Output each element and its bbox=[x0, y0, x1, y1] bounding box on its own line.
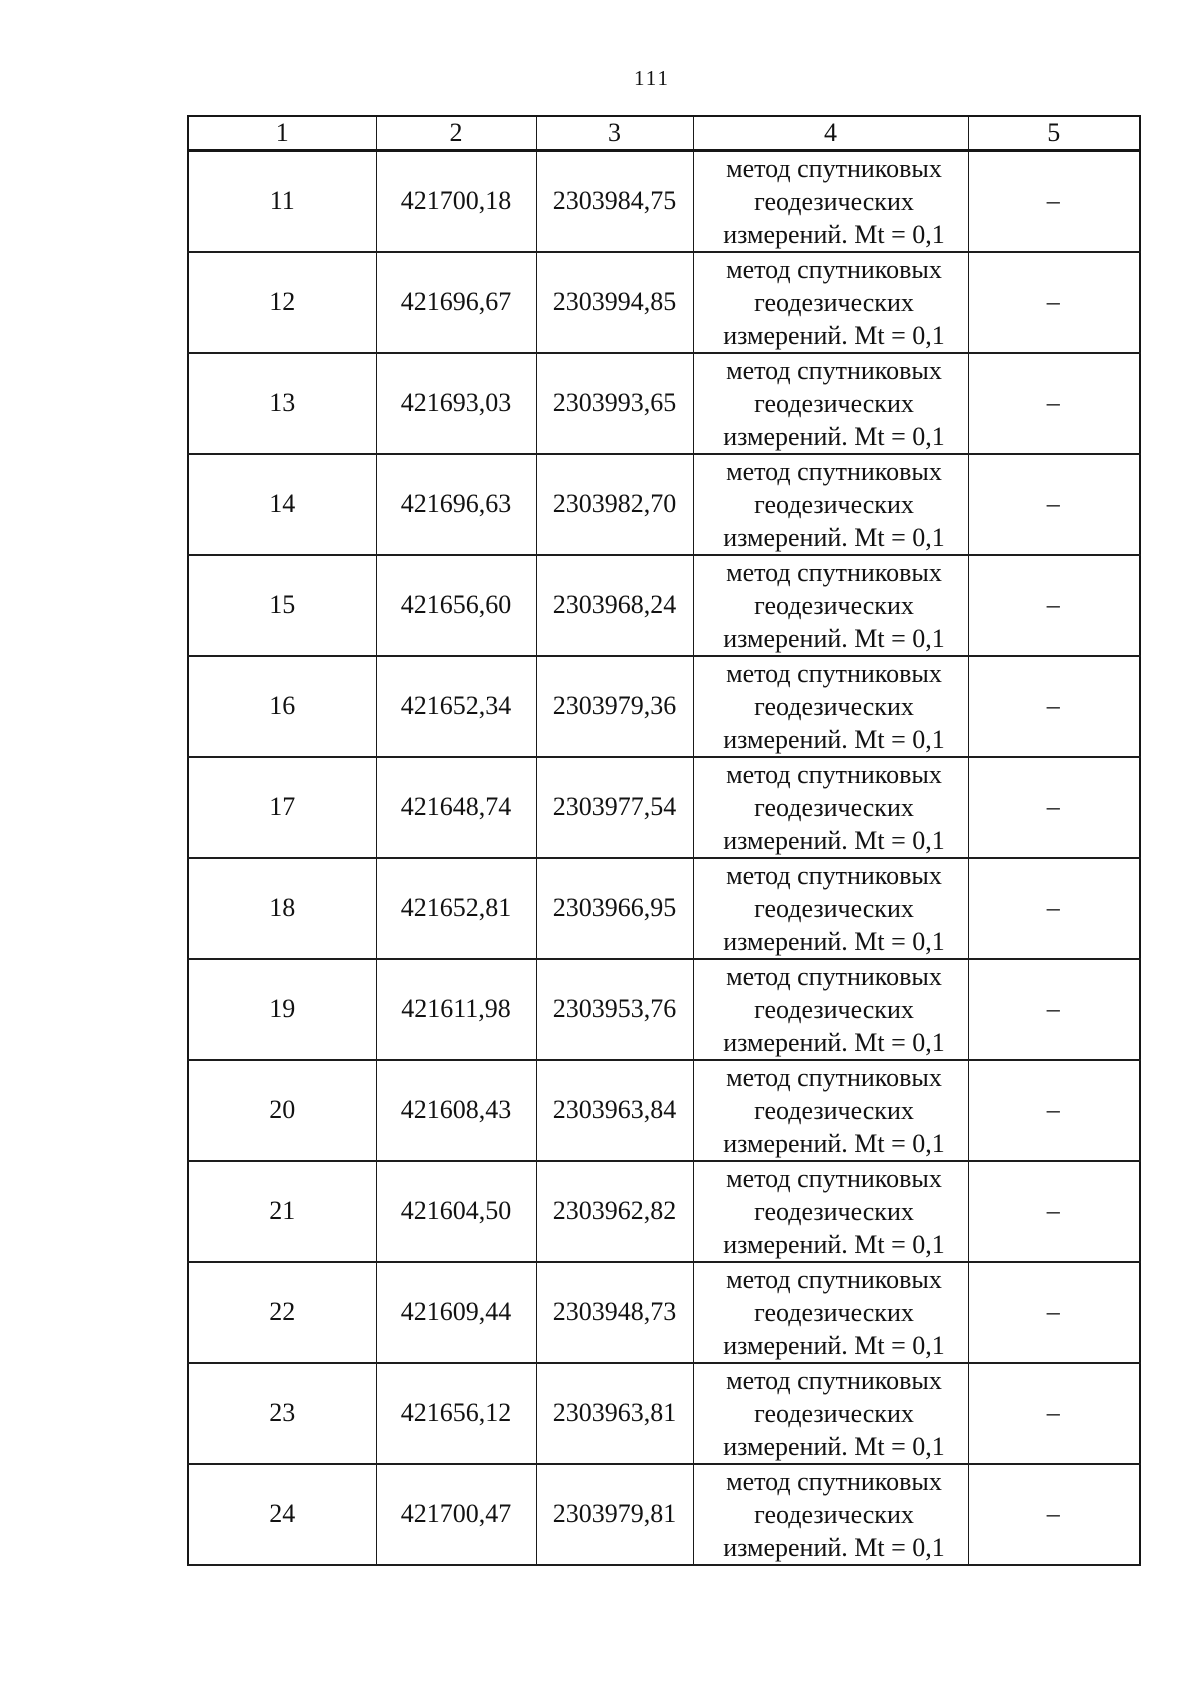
method-line-1: метод спутниковых bbox=[726, 254, 942, 284]
cell-point-number: 22 bbox=[188, 1262, 376, 1363]
method-line-1: метод спутниковых bbox=[726, 860, 942, 890]
cell-accuracy-dash: – bbox=[968, 454, 1140, 555]
method-line-2: геодезических bbox=[754, 1499, 914, 1529]
method-line-3: измерений. Mt = 0,1 bbox=[723, 320, 945, 350]
table-row bbox=[188, 150, 1140, 252]
cell-coordinate-y: 2303984,75 bbox=[536, 150, 693, 252]
method-line-2: геодезических bbox=[754, 792, 914, 822]
cell-method-description bbox=[693, 454, 968, 555]
method-line-2: геодезических bbox=[754, 893, 914, 923]
method-line-3: измерений. Mt = 0,1 bbox=[723, 1431, 945, 1461]
method-line-3: измерений. Mt = 0,1 bbox=[723, 1330, 945, 1360]
column-header-1: 1 bbox=[188, 116, 376, 150]
method-line-2: геодезических bbox=[754, 994, 914, 1024]
table-row bbox=[188, 1161, 1140, 1262]
coordinates-table bbox=[187, 115, 1141, 1566]
cell-coordinate-x: 421656,12 bbox=[376, 1363, 536, 1464]
method-line-3: измерений. Mt = 0,1 bbox=[723, 1128, 945, 1158]
cell-coordinate-x: 421609,44 bbox=[376, 1262, 536, 1363]
table-row bbox=[188, 858, 1140, 959]
cell-accuracy-dash: – bbox=[968, 656, 1140, 757]
cell-method-description bbox=[693, 353, 968, 454]
table-row bbox=[188, 959, 1140, 1060]
cell-coordinate-x: 421656,60 bbox=[376, 555, 536, 656]
cell-coordinate-y: 2303963,81 bbox=[536, 1363, 693, 1464]
method-line-3: измерений. Mt = 0,1 bbox=[723, 1229, 945, 1259]
method-line-1: метод спутниковых bbox=[726, 961, 942, 991]
table-row bbox=[188, 656, 1140, 757]
column-header-5: 5 bbox=[968, 116, 1140, 150]
table-header-row bbox=[188, 116, 1140, 150]
cell-point-number: 21 bbox=[188, 1161, 376, 1262]
cell-coordinate-y: 2303968,24 bbox=[536, 555, 693, 656]
cell-point-number: 23 bbox=[188, 1363, 376, 1464]
cell-accuracy-dash: – bbox=[968, 1363, 1140, 1464]
method-line-2: геодезических bbox=[754, 590, 914, 620]
method-line-3: измерений. Mt = 0,1 bbox=[723, 724, 945, 754]
method-line-1: метод спутниковых bbox=[726, 1163, 942, 1193]
cell-coordinate-y: 2303979,81 bbox=[536, 1464, 693, 1565]
cell-accuracy-dash: – bbox=[968, 1262, 1140, 1363]
method-line-3: измерений. Mt = 0,1 bbox=[723, 1532, 945, 1562]
cell-method-description bbox=[693, 555, 968, 656]
cell-point-number: 19 bbox=[188, 959, 376, 1060]
cell-accuracy-dash: – bbox=[968, 1060, 1140, 1161]
cell-accuracy-dash: – bbox=[968, 858, 1140, 959]
cell-accuracy-dash: – bbox=[968, 150, 1140, 252]
cell-coordinate-y: 2303979,36 bbox=[536, 656, 693, 757]
cell-point-number: 15 bbox=[188, 555, 376, 656]
cell-coordinate-y: 2303963,84 bbox=[536, 1060, 693, 1161]
cell-accuracy-dash: – bbox=[968, 757, 1140, 858]
method-line-1: метод спутниковых bbox=[726, 1365, 942, 1395]
cell-point-number: 11 bbox=[188, 150, 376, 252]
cell-coordinate-x: 421648,74 bbox=[376, 757, 536, 858]
method-line-1: метод спутниковых bbox=[726, 1062, 942, 1092]
cell-accuracy-dash: – bbox=[968, 555, 1140, 656]
cell-method-description bbox=[693, 1464, 968, 1565]
cell-method-description bbox=[693, 1161, 968, 1262]
method-line-2: геодезических bbox=[754, 691, 914, 721]
cell-point-number: 14 bbox=[188, 454, 376, 555]
table-row bbox=[188, 757, 1140, 858]
method-line-2: геодезических bbox=[754, 1095, 914, 1125]
cell-point-number: 16 bbox=[188, 656, 376, 757]
cell-coordinate-y: 2303994,85 bbox=[536, 252, 693, 353]
method-line-1: метод спутниковых bbox=[726, 557, 942, 587]
table-row bbox=[188, 1060, 1140, 1161]
cell-accuracy-dash: – bbox=[968, 1464, 1140, 1565]
method-line-1: метод спутниковых bbox=[726, 153, 942, 183]
cell-coordinate-y: 2303977,54 bbox=[536, 757, 693, 858]
column-header-3: 3 bbox=[536, 116, 693, 150]
table-row bbox=[188, 1363, 1140, 1464]
cell-method-description bbox=[693, 656, 968, 757]
method-line-3: измерений. Mt = 0,1 bbox=[723, 522, 945, 552]
cell-coordinate-x: 421652,34 bbox=[376, 656, 536, 757]
table-row bbox=[188, 1262, 1140, 1363]
method-line-3: измерений. Mt = 0,1 bbox=[723, 421, 945, 451]
table-row bbox=[188, 1464, 1140, 1565]
method-line-2: геодезических bbox=[754, 1297, 914, 1327]
cell-point-number: 12 bbox=[188, 252, 376, 353]
table-row bbox=[188, 454, 1140, 555]
cell-method-description bbox=[693, 858, 968, 959]
cell-point-number: 13 bbox=[188, 353, 376, 454]
cell-method-description bbox=[693, 1262, 968, 1363]
table-row bbox=[188, 252, 1140, 353]
cell-coordinate-x: 421608,43 bbox=[376, 1060, 536, 1161]
cell-coordinate-x: 421652,81 bbox=[376, 858, 536, 959]
method-line-3: измерений. Mt = 0,1 bbox=[723, 219, 945, 249]
cell-coordinate-x: 421700,18 bbox=[376, 150, 536, 252]
cell-point-number: 24 bbox=[188, 1464, 376, 1565]
cell-method-description bbox=[693, 959, 968, 1060]
method-line-2: геодезических bbox=[754, 186, 914, 216]
cell-coordinate-x: 421604,50 bbox=[376, 1161, 536, 1262]
cell-method-description bbox=[693, 1363, 968, 1464]
method-line-1: метод спутниковых bbox=[726, 1466, 942, 1496]
method-line-3: измерений. Mt = 0,1 bbox=[723, 1027, 945, 1057]
method-line-3: измерений. Mt = 0,1 bbox=[723, 825, 945, 855]
cell-coordinate-y: 2303953,76 bbox=[536, 959, 693, 1060]
method-line-3: измерений. Mt = 0,1 bbox=[723, 623, 945, 653]
table-body bbox=[188, 150, 1140, 1565]
table-row bbox=[188, 555, 1140, 656]
cell-coordinate-y: 2303948,73 bbox=[536, 1262, 693, 1363]
cell-accuracy-dash: – bbox=[968, 1161, 1140, 1262]
cell-accuracy-dash: – bbox=[968, 353, 1140, 454]
cell-coordinate-x: 421700,47 bbox=[376, 1464, 536, 1565]
cell-coordinate-y: 2303982,70 bbox=[536, 454, 693, 555]
method-line-2: геодезических bbox=[754, 1196, 914, 1226]
method-line-2: геодезических bbox=[754, 1398, 914, 1428]
cell-method-description bbox=[693, 252, 968, 353]
cell-coordinate-x: 421696,67 bbox=[376, 252, 536, 353]
cell-method-description bbox=[693, 757, 968, 858]
method-line-2: геодезических bbox=[754, 388, 914, 418]
cell-point-number: 18 bbox=[188, 858, 376, 959]
cell-coordinate-x: 421611,98 bbox=[376, 959, 536, 1060]
cell-point-number: 17 bbox=[188, 757, 376, 858]
method-line-1: метод спутниковых bbox=[726, 456, 942, 486]
cell-method-description bbox=[693, 150, 968, 252]
method-line-1: метод спутниковых bbox=[726, 355, 942, 385]
page-number: 111 bbox=[634, 66, 670, 90]
cell-coordinate-y: 2303962,82 bbox=[536, 1161, 693, 1262]
cell-point-number: 20 bbox=[188, 1060, 376, 1161]
cell-method-description bbox=[693, 1060, 968, 1161]
cell-accuracy-dash: – bbox=[968, 252, 1140, 353]
method-line-1: метод спутниковых bbox=[726, 658, 942, 688]
cell-coordinate-x: 421693,03 bbox=[376, 353, 536, 454]
column-header-2: 2 bbox=[376, 116, 536, 150]
cell-coordinate-y: 2303993,65 bbox=[536, 353, 693, 454]
method-line-2: геодезических bbox=[754, 287, 914, 317]
method-line-1: метод спутниковых bbox=[726, 759, 942, 789]
method-line-3: измерений. Mt = 0,1 bbox=[723, 926, 945, 956]
column-header-4: 4 bbox=[693, 116, 968, 150]
cell-coordinate-x: 421696,63 bbox=[376, 454, 536, 555]
method-line-1: метод спутниковых bbox=[726, 1264, 942, 1294]
method-line-2: геодезических bbox=[754, 489, 914, 519]
cell-coordinate-y: 2303966,95 bbox=[536, 858, 693, 959]
cell-accuracy-dash: – bbox=[968, 959, 1140, 1060]
table-row bbox=[188, 353, 1140, 454]
